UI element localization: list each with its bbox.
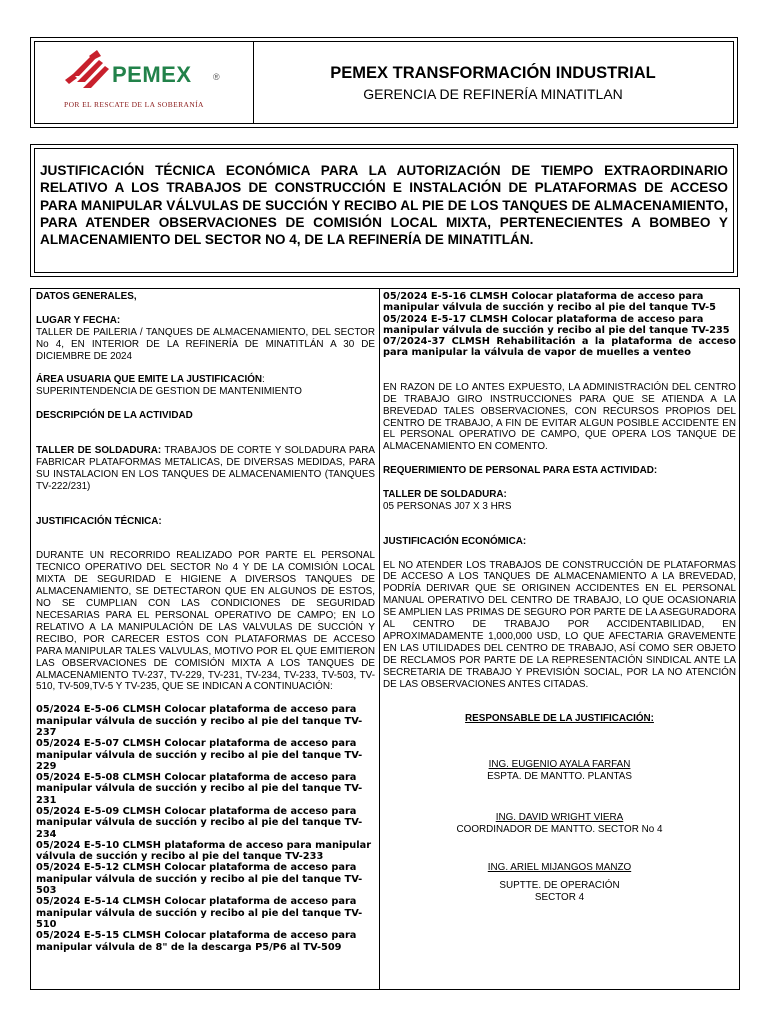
observacion-item: 05/2024 E-5-12 CLMSH Colocar plataforma de acceso para manipular válvula de succión y recibo al pie del tanque TV-503 (36, 862, 363, 897)
taller-soldadura-label: TALLER DE SOLDADURA: (383, 488, 507, 500)
pemex-logo (35, 42, 254, 123)
area-text: SUPERINTENDENCIA DE GESTION DE MANTENIMIENTO (36, 386, 302, 398)
taller-personal: 05 PERSONAS J07 X 3 HRS (383, 500, 512, 512)
requerimiento-heading: REQUERIMIENTO DE PERSONAL PARA ESTA ACTIVIDAD: (383, 465, 658, 477)
content-table (30, 288, 740, 990)
pemex-eagle-icon (63, 50, 113, 94)
registered-mark: ® (213, 72, 220, 82)
signer-name: ING. ARIEL MIJANGOS MANZO (487, 862, 632, 874)
justificacion-economica-heading: JUSTIFICACIÓN ECONÓMICA: (383, 535, 527, 547)
area-label: ÁREA USUARIA QUE EMITE LA JUSTIFICACIÓN (36, 374, 263, 386)
signer-name: ING. EUGENIO AYALA FARFAN (488, 759, 631, 771)
right-column (379, 289, 739, 989)
observacion-item: 05/2024 E-5-15 CLMSH Colocar plataforma de acceso para manipular válvula de 8" de la descarga P5/P6 al TV-509 (36, 930, 357, 953)
signer-title: COORDINADOR DE MANTTO. SECTOR No 4 (456, 824, 663, 836)
observaciones-list-right (383, 291, 736, 359)
taller-descripcion (36, 445, 375, 493)
observacion-item: 05/2024 E-5-09 CLMSH Colocar plataforma de acceso para manipular válvula de succión y recibo al pie del tanque TV-234 (36, 806, 363, 840)
logo-slogan: POR EL RESCATE DE LA SOBERANÍA (64, 100, 204, 109)
justificacion-economica-text: EL NO ATENDER LOS TRABAJOS DE CONSTRUCCIÓN DE PLATAFORMAS DE ACCESO A LOS TANQUES DE ALMACENAMIENTO A LA BREVEDAD, PODRÍA DERIVAR QUE SE ORIGINEN ACCIDENTES EN EL PERSONAL MANUAL OPERATIVO DEL CENTRO DE TRABAJO, LO QUE OCASIONARIA SE AMPLIEN LAS PRIMAS DE SEGURO POR PARTE DE LA ASEGURADORA AL CENTRO DE TRABAJO POR ACCIDENTABILIDAD, EN APROXIMADAMENTE 1,000,000 USD, LO QUE AFECTARIA GRAVEMENTE EN LAS UTILIDADES DEL CENTRO DE TRABAJO, ASÍ COMO SER OBJETO DE RECLAMOS POR PARTE DE LA REPRESENTACIÓN SINDICAL ANTE LA SECRETARIA DE TRABAJO Y PREVISIÓN SOCIAL, POR LA NO ATENCIÓN DE LAS OBSERVACIONES ANTES CITADAS. (383, 559, 736, 690)
taller-label: TALLER DE SOLDADURA: (36, 444, 162, 456)
observacion-item: 05/2024 E-5-16 CLMSH Colocar plataforma de acceso para manipular válvula de succión y recibo al pie del tanque TV-5 (383, 291, 716, 314)
signer-title: SUPTTE. DE OPERACIÓN (499, 879, 620, 891)
observacion-item: 05/2024 E-5-14 CLMSH Colocar plataforma de acceso para manipular válvula de succión y recibo al pie del tanque TV-510 (36, 896, 363, 930)
area-colon: : (262, 374, 265, 386)
taller-text: TRABAJOS DE CORTE Y SOLDADURA PARA FABRICAR PLATAFORMAS METALICAS, DE DIVERSAS MEDIDAS, PARA SU INSTALACION EN LOS TANQUES DE ALMACENAMIENTO (TANQUES TV-222/231) (36, 444, 376, 492)
signer-name: ING. DAVID WRIGHT VIERA (495, 812, 624, 824)
observacion-item: 05/2024 E-5-07 CLMSH Colocar plataforma de acceso para manipular válvula de succión y recibo al pie del tanque TV-229 (36, 738, 363, 772)
gerencia-name: GERENCIA DE REFINERÍA MINATITLAN (363, 86, 623, 102)
datos-generales-heading: DATOS GENERALES, (36, 291, 137, 302)
document-header (30, 37, 738, 128)
justificacion-tecnica-heading: JUSTIFICACIÓN TÉCNICA: (36, 515, 162, 527)
signature-block (383, 812, 736, 836)
descripcion-heading: DESCRIPCIÓN DE LA ACTIVIDAD (36, 410, 193, 422)
signer-title: ESPTA. DE MANTTO. PLANTAS (487, 771, 632, 783)
observaciones-list-left (36, 704, 375, 953)
company-name: PEMEX TRANSFORMACIÓN INDUSTRIAL (330, 64, 656, 82)
signature-block (383, 759, 736, 783)
observacion-item: 05/2024 E-5-10 CLMSH plataforma de acceso para manipular válvula de succión y recibo al pie del tanque TV-233 (36, 839, 372, 863)
signature-block (383, 862, 736, 904)
observacion-item: 05/2024 E-5-17 CLMSH Colocar plataforma de acceso para manipular válvula de succión y recibo al pie del tanque TV-235 (383, 313, 730, 336)
lugar-text: TALLER DE PAILERIA / TANQUES DE ALMACENAMIENTO, DEL SECTOR No 4, EN INTERIOR DE LA REFINERÍA DE MINATITLÁN A 30 DE DICIEMBRE DE 2024 (36, 326, 375, 362)
title-inner-frame (34, 148, 734, 273)
responsable-heading: RESPONSABLE DE LA JUSTIFICACIÓN: (465, 713, 654, 725)
observacion-item: 05/2024 E-5-08 CLMSH Colocar plataforma de acceso para manipular válvula de succión y recibo al pie del tanque TV-231 (36, 772, 363, 806)
justificacion-tecnica-text: DURANTE UN RECORRIDO REALIZADO POR PARTE EL PERSONAL TECNICO OPERATIVO DEL SECTOR No 4 Y DE LA COMISIÓN LOCAL MIXTA DE SEGURIDAD E HIGIENE A DIVERSOS TANQUES DE ALMACENAMIENTO, SE DETECTARON QUE EN ALGUNOS DE ESTOS, NO SE CUMPLIAN CON LAS CONDICIONES DE SEGURIDAD NECESARIAS PARA EL PERSONAL OPERATIVO DE CAMPO; EN LO RELATIVO A LA MANIPULACIÓN DE LAS VALVULAS DE SUCCIÓN Y RECIBO, POR CARECER ESTOS CON PLATAFORMAS DE ACCESO PARA MANIPULAR TALES VALVULAS, MOTIVO POR EL QUE EMITIERON LAS OBSERVACIONES DE COMISIÓN MIXTA A LOS TANQUES DE ALMACENAMIENTO TV-237, TV-229, TV-231, TV-234, TV-233, TV-503, TV-510, TV-509,TV-5 Y TV-235, QUE SE INDICAN A CONTINUACIÓN: (36, 550, 375, 693)
title-box (30, 144, 738, 277)
razon-text: EN RAZON DE LO ANTES EXPUESTO, LA ADMINISTRACIÓN DEL CENTRO DE TRABAJO GIRO INSTRUCCIONES PARA QUE SE ATIENDA A LA BREVEDAD TALES OBSERVACIONES, CON RECURSOS PROPIOS DEL CENTRO DE TRABAJO, A FIN DE EVITAR ALGUN POSIBLE ACCIDENTE EN EL PERSONAL OPERATIVO DE CAMPO, QUE OPERA LOS TANQUE DE ALMACENAMIENTO EN COMENTO. (383, 381, 736, 453)
document-title: JUSTIFICACIÓN TÉCNICA ECONÓMICA PARA LA AUTORIZACIÓN DE TIEMPO EXTRAORDINARIO RELATIVO A LOS TRABAJOS DE CONSTRUCCIÓN E INSTALACIÓN DE PLATAFORMAS DE ACCESO PARA MANIPULAR VÁLVULAS DE SUCCIÓN Y RECIBO AL PIE DE LOS TANQUES DE ALMACENAMIENTO, PARA ATENDER OBSERVACIONES DE COMISIÓN LOCAL MIXTA, PERTENECIENTES A BOMBEO Y ALMACENAMIENTO DEL SECTOR NO 4, DE LA REFINERÍA DE MINATITLÁN. (40, 163, 728, 248)
observacion-item: 07/2024-37 CLMSH Rehabilitación a la plataforma de acceso para manipular la válvula de vapor de muelles a venteo (383, 336, 736, 359)
header-inner-frame (34, 41, 734, 124)
observacion-item: 05/2024 E-5-06 CLMSH Colocar plataforma de acceso para manipular válvula de succión y recibo al pie del tanque TV-237 (36, 704, 363, 738)
left-column (31, 289, 379, 989)
lugar-label: LUGAR Y FECHA: (36, 314, 121, 326)
signer-title-line2: SECTOR 4 (534, 891, 585, 903)
area-usuaria (36, 374, 375, 386)
logo-wordmark: PEMEX (112, 62, 192, 87)
